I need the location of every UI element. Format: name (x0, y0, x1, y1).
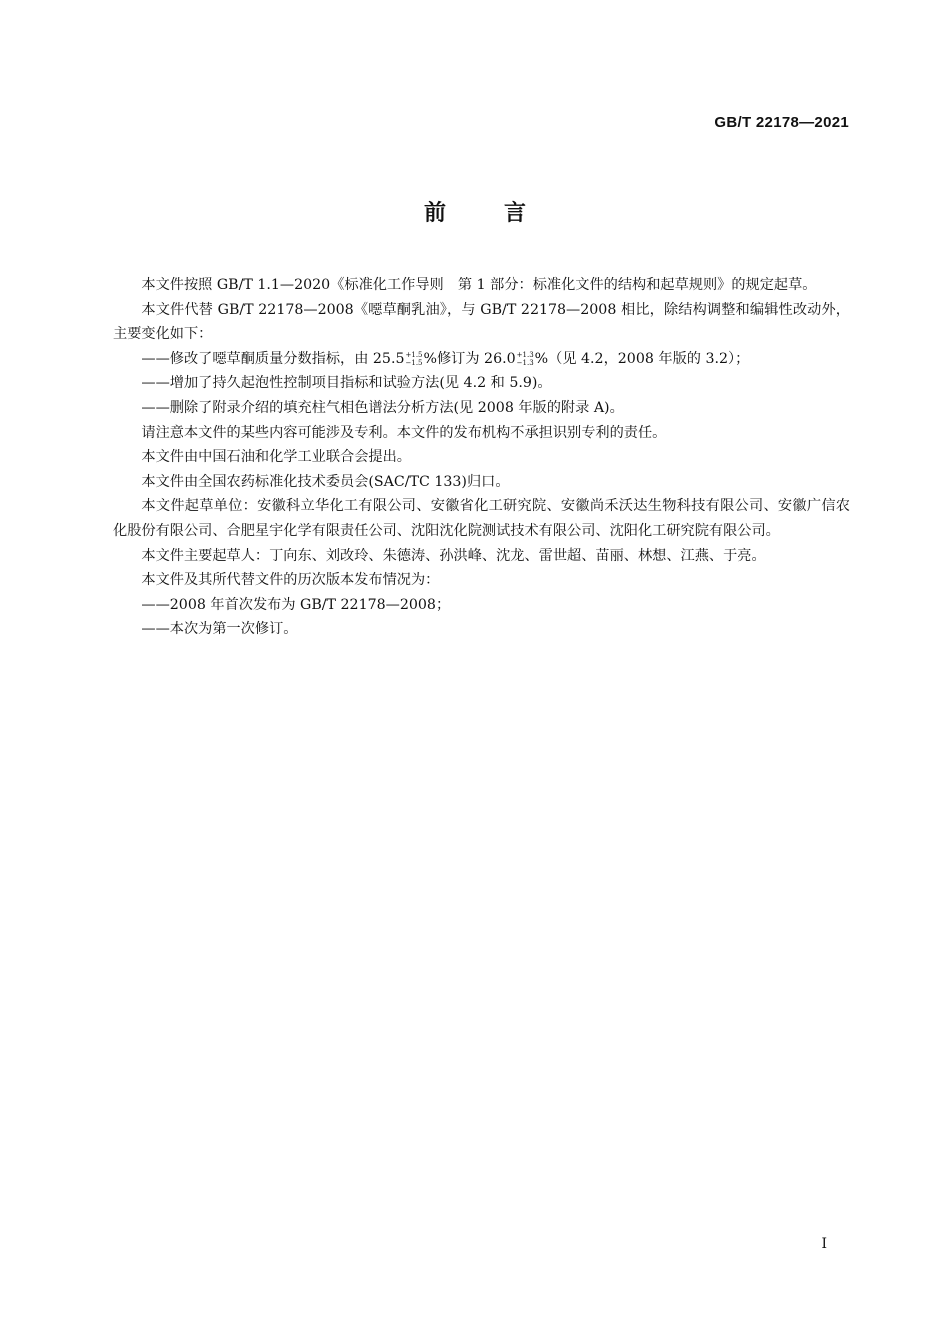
tolerance-1-lower: −1.5 (405, 358, 423, 367)
paragraph-drafters: 本文件主要起草人：丁向东、刘改玲、朱德涛、孙洪峰、沈龙、雷世超、苗丽、林想、江燕、于亮。 (141, 547, 766, 564)
paragraph-committee: 本文件由全国农药标准化技术委员会(SAC/TC 133)归口。 (141, 473, 510, 490)
standard-code: GB/T 22178—2021 (714, 114, 849, 131)
paragraph-history-intro: 本文件及其所代替文件的历次版本发布情况为： (141, 572, 440, 589)
paragraph-change-deleted-method: ——删除了附录介绍的填充柱气相色谱法分析方法(见 2008 年版的附录 A)。 (141, 399, 624, 416)
paragraph-replacement: 本文件代替 GB/T 22178—2008《噁草酮乳油》，与 GB/T 22178—2008 相比，除结构调整和编辑性改动外，主要变化如下： (113, 301, 850, 343)
page-title (0, 196, 950, 227)
paragraph-change-mass-fraction (113, 347, 850, 372)
title-part-2: 言 (504, 201, 527, 226)
foreword-body (113, 273, 850, 642)
paragraph-drafting-units: 本文件起草单位：安徽科立华化工有限公司、安徽省化工研究院、安徽尚禾沃达生物科技有限公司、安徽广信农化股份有限公司、合肥星宇化学有限责任公司、沈阳沈化院测试技术有限公司、沈阳化工研究院有限公司。 (113, 498, 850, 539)
paragraph-history-2008: ——2008 年首次发布为 GB/T 22178—2008； (141, 596, 451, 613)
page-number: I (821, 1236, 827, 1252)
tolerance-2-upper: +1.3 (516, 350, 534, 359)
title-part-1: 前 (423, 201, 446, 226)
tolerance-2-lower: −1.3 (516, 358, 534, 367)
tolerance-1 (406, 351, 423, 367)
change-text-middle: %修订为 26.0 (423, 350, 516, 367)
paragraph-history-current: ——本次为第一次修订。 (141, 621, 298, 638)
change-text-after: %（见 4.2，2008 年版的 3.2）； (534, 350, 750, 367)
paragraph-proposer: 本文件由中国石油和化学工业联合会提出。 (141, 449, 411, 466)
tolerance-1-upper: +1.5 (405, 350, 423, 359)
tolerance-2 (517, 351, 534, 367)
paragraph-drafting-rules: 本文件按照 GB/T 1.1—2020《标准化工作导则 第 1 部分：标准化文件的结构和起草规则》的规定起草。 (141, 277, 817, 293)
paragraph-change-foaming: ——增加了持久起泡性控制项目指标和试验方法(见 4.2 和 5.9)。 (141, 375, 552, 392)
paragraph-patent-notice: 请注意本文件的某些内容可能涉及专利。本文件的发布机构不承担识别专利的责任。 (141, 424, 667, 441)
change-text-before: ——修改了噁草酮质量分数指标，由 25.5 (141, 350, 405, 367)
